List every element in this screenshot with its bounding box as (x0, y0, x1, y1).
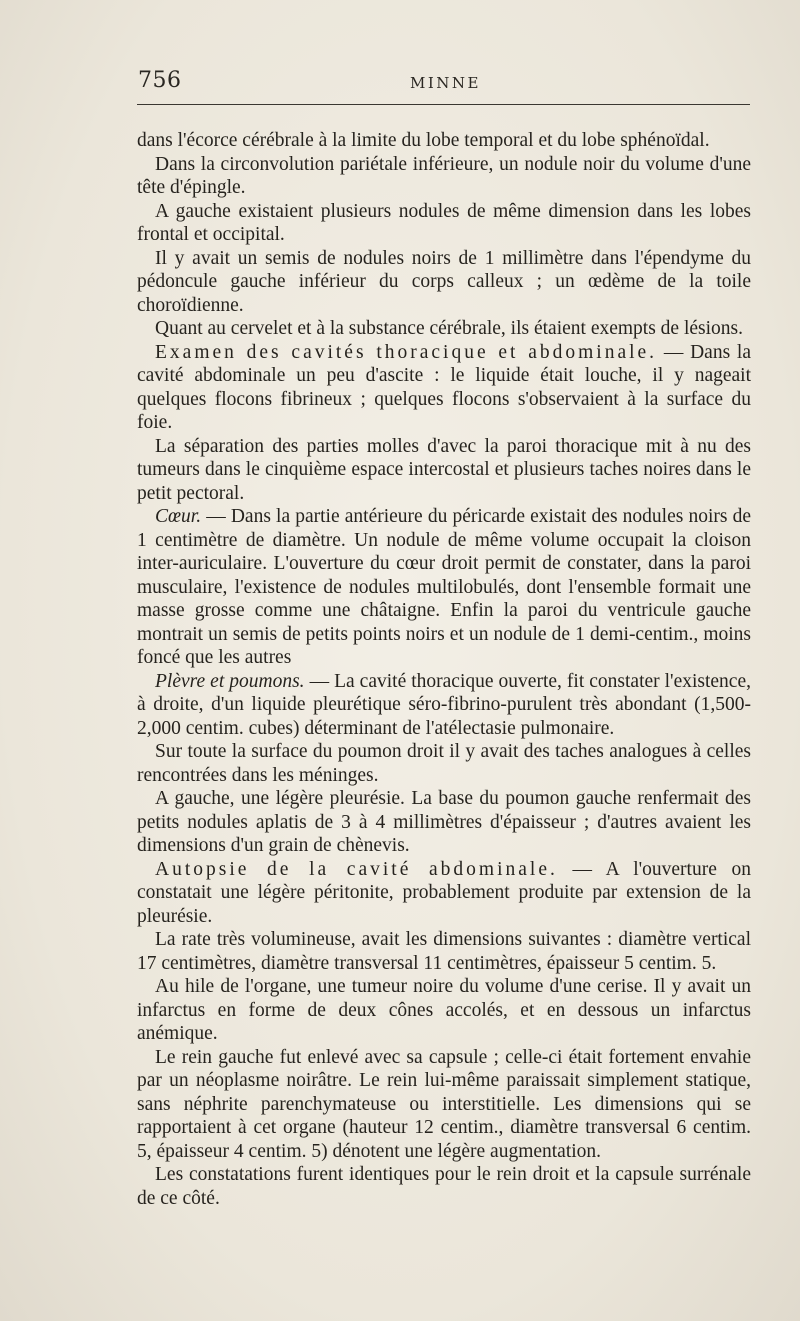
paragraph (137, 975, 751, 1046)
page-header (138, 62, 750, 102)
paragraph (137, 1046, 751, 1164)
paragraph-text: Quant au cervelet et à la substance cérébrale, ils étaient exempts de lésions. (155, 318, 743, 339)
subsection-heading: Cœur. (155, 506, 202, 527)
paragraph-text: dans l'écorce cérébrale à la limite du lobe temporal et du lobe sphénoïdal. (137, 130, 710, 151)
paragraph-text: Il y avait un semis de nodules noirs de 1 millimètre dans l'épendyme du pédoncule gauche inférieur du corps calleux ; un œdème de la toile choroïdienne. (137, 247, 751, 316)
paragraph-text: A gauche, une légère pleurésie. La base du poumon gauche renfermait des petits nodules aplatis de 3 à 4 millimètres d'épaisseur ; d'autres avaient les dimensions d'un grain de chènevis. (137, 788, 751, 856)
paragraph (137, 435, 751, 506)
paragraph-text: La rate très volumineuse, avait les dimensions suivantes : diamètre vertical 17 centimètres, diamètre transversal 11 centimètres, épaisseur 5 centim. 5. (137, 929, 751, 974)
paragraph (137, 505, 751, 670)
paragraph (137, 1163, 751, 1210)
subsection-heading: Plèvre et poumons. (155, 670, 305, 692)
paragraph-text: Dans la circonvolution pariétale inférieure, un nodule noir du volume d'une tête d'épingle. (137, 153, 751, 198)
paragraph-text: Le rein gauche fut enlevé avec sa capsule ; celle-ci était fortement envahie par un néoplasme noirâtre. Le rein lui-même paraissait simplement statique, sans néphrite parenchymateuse ou interstitielle. Les dimensions qui se rapportaient à cet organe (hauteur 12 centim., diamètre transversal 6 centim. 5, épaisseur 4 centim. 5) dénotent une légère augmentation. (137, 1046, 751, 1162)
paragraph-text: — A l'ouverture on constatait une légère péritonite, probablement produite par extension de la pleurésie. (137, 858, 751, 927)
paragraph (137, 247, 751, 318)
paragraph (137, 341, 751, 435)
paragraph (137, 670, 751, 741)
running-head: MINNE (410, 74, 481, 92)
paragraph-text: Les constatations furent identiques pour le rein droit et la capsule surrénale de ce côté. (137, 1164, 751, 1209)
header-rule (137, 104, 750, 105)
paragraph (137, 153, 751, 200)
paragraph-text: Au hile de l'organe, une tumeur noire du volume d'une cerise. Il y avait un infarctus en forme de deux cônes accolés, et en dessous un infarctus anémique. (137, 976, 751, 1044)
paragraph (137, 129, 751, 153)
paragraph (137, 858, 751, 929)
paragraph (137, 200, 751, 247)
paragraph (137, 787, 751, 858)
paragraph-text: La séparation des parties molles d'avec la paroi thoracique mit à nu des tumeurs dans le cinquième espace intercostal et plusieurs taches noires dans le petit pectoral. (137, 435, 751, 504)
paragraph (137, 317, 751, 341)
page-number: 756 (138, 68, 182, 93)
paragraph-text: Sur toute la surface du poumon droit il y avait des taches analogues à celles rencontrées dans les méninges. (137, 741, 751, 786)
section-heading: Examen des cavités thoracique et abdominale. (155, 341, 658, 363)
paragraph-text: — Dans la partie antérieure du péricarde existait des nodules noirs de 1 centimètre de diamètre. Un nodule de même volume occupait la cloison inter-auriculaire. L'ouverture du cœur droit permit de constater, dans la paroi musculaire, l'existence de nodules multilobulés, dont l'ensemble formait une masse grosse comme une châtaigne. Enfin la paroi du ventricule gauche montrait un semis de petits points noirs et un nodule de 1 demi-centim., moins foncé que les autres (137, 506, 751, 668)
paragraph (137, 928, 751, 975)
paragraph-text: — La cavité thoracique ouverte, fit constater l'existence, à droite, d'un liquide pleurétique séro-fibrino-purulent très abondant (1,500-2,000 centim. cubes) déterminant de l'atélectasie pulmonaire. (137, 670, 751, 739)
section-heading: Autopsie de la cavité abdominale. (155, 858, 558, 880)
paragraph-text: A gauche existaient plusieurs nodules de même dimension dans les lobes frontal et occipital. (137, 200, 751, 245)
paragraph-text: — Dans la cavité abdominale un peu d'ascite : le liquide était louche, il y nageait quelques flocons fibrineux ; quelques flocons s'observaient à la surface du foie. (137, 341, 752, 433)
paragraph (137, 740, 751, 787)
body-text (137, 129, 751, 1210)
